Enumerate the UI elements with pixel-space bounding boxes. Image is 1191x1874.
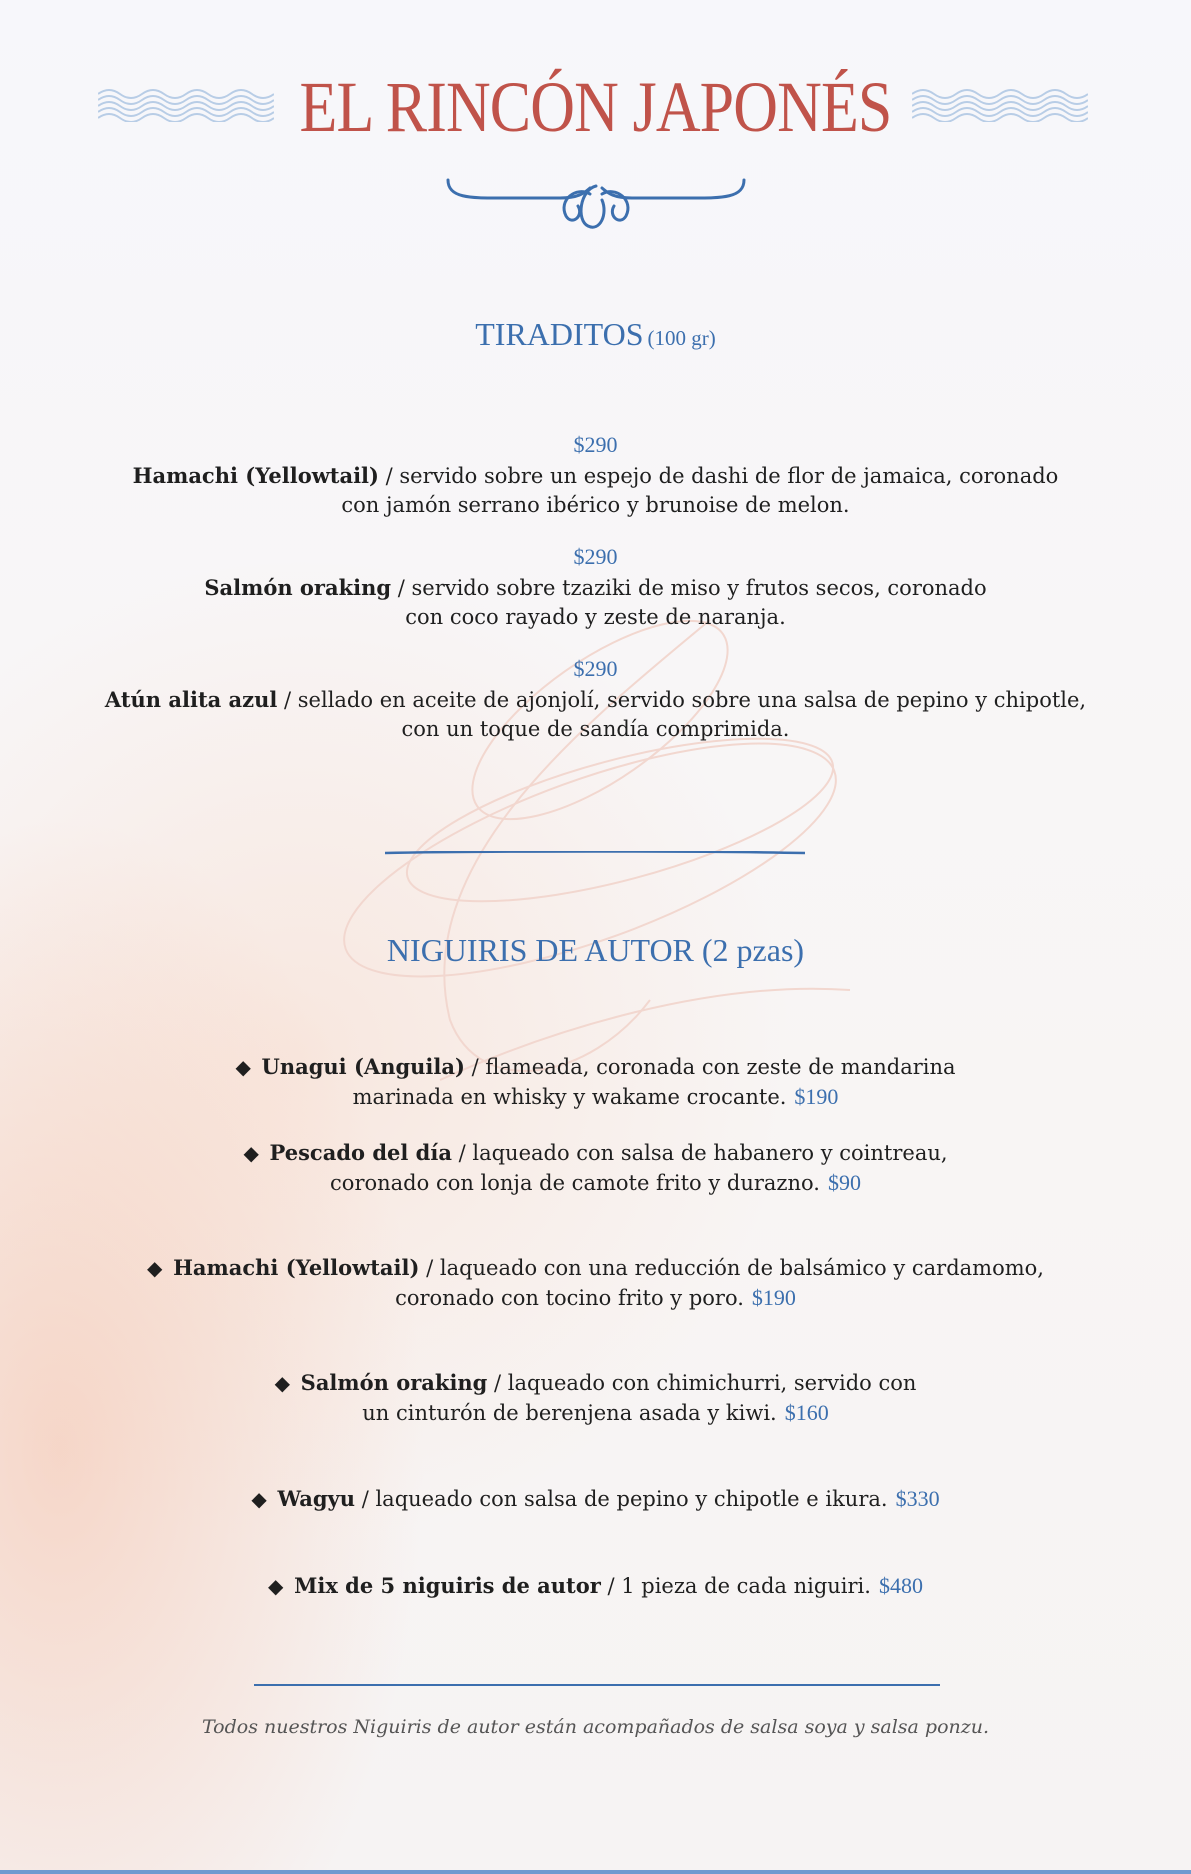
list-item [0,542,1191,632]
list-item [0,1484,1191,1514]
item-description: / servido sobre un espejo de dashi de flor de jamaica, coronado [378,464,1059,488]
item-description: / flameada, coronada con zeste de mandarina [464,1055,956,1079]
bottom-border [0,1870,1191,1874]
diamond-bullet-icon: ◆ [274,1371,290,1395]
tiraditos-list [0,430,1191,766]
item-price: $290 [573,656,618,681]
diamond-bullet-icon: ◆ [251,1487,267,1511]
item-description-cont: coronado con lonja de camote frito y durazno. [330,1171,820,1195]
section-title-tiraditos [0,316,1191,353]
list-item [0,1368,1191,1428]
footer-divider [254,1684,940,1686]
item-description: / sellado en aceite de ajonjolí, servido sobre una salsa de pepino y chipotle, [277,688,1087,712]
item-name: Salmón oraking [300,1370,488,1395]
list-item [0,1138,1191,1198]
item-description: / laqueado con chimichurri, servido con [487,1371,917,1395]
item-description-cont: con un toque de sandía comprimida. [401,717,790,741]
item-description-cont: con jamón serrano ibérico y brunoise de melon. [341,493,850,517]
item-description-cont: marinada en whisky y wakame crocante. [352,1085,787,1109]
item-price: $290 [573,432,618,457]
niguiris-title: NIGUIRIS DE AUTOR (2 pzas) [386,932,805,968]
item-description: / servido sobre tzaziki de miso y frutos secos, coronado [391,576,987,600]
item-price: $330 [895,1486,940,1511]
header [0,62,1191,152]
list-item [0,654,1191,744]
item-name: Hamachi (Yellowtail) [132,463,379,488]
item-name: Pescado del día [269,1140,452,1165]
flourish-ornament [440,170,752,250]
section-divider [385,851,805,855]
restaurant-title: EL RINCÓN JAPONÉS [299,67,892,147]
item-name: Atún alita azul [104,687,278,712]
diamond-bullet-icon: ◆ [268,1574,284,1598]
item-name: Wagyu [277,1486,356,1511]
item-name: Unagui (Anguila) [261,1054,465,1079]
list-item [0,1253,1191,1313]
item-price: $190 [794,1084,839,1109]
item-description: / 1 pieza de cada niguiri. [600,1574,871,1598]
waves-ornament-right [912,88,1088,122]
footnote: Todos nuestros Niguiris de autor están acompañados de salsa soya y salsa ponzu. [201,1716,990,1738]
item-description-cont: con coco rayado y zeste de naranja. [405,605,786,629]
list-item [0,430,1191,520]
item-description: / laqueado con salsa de pepino y chipotle e ikura. [355,1487,888,1511]
item-description: / laqueado con una reducción de balsámico y cardamomo, [419,1256,1044,1280]
item-price: $90 [827,1170,861,1195]
item-price: $290 [573,544,618,569]
item-name: Mix de 5 niguiris de autor [294,1573,601,1598]
item-price: $160 [784,1400,829,1425]
tiraditos-title: TIRADITOS [475,316,644,352]
tiraditos-subtitle: (100 gr) [647,326,716,350]
item-description-cont: un cinturón de berenjena asada y kiwi. [362,1401,777,1425]
item-description: / laqueado con salsa de habanero y cointreau, [451,1141,948,1165]
section-title-niguiris [0,932,1191,969]
list-item [0,1571,1191,1601]
item-price: $480 [878,1573,923,1598]
item-name: Salmón oraking [204,575,392,600]
item-name: Hamachi (Yellowtail) [173,1255,420,1280]
item-price: $190 [751,1285,796,1310]
item-description-cont: coronado con tocino frito y poro. [395,1286,744,1310]
diamond-bullet-icon: ◆ [147,1256,163,1280]
diamond-bullet-icon: ◆ [235,1055,251,1079]
diamond-bullet-icon: ◆ [243,1141,259,1165]
list-item [0,1052,1191,1112]
